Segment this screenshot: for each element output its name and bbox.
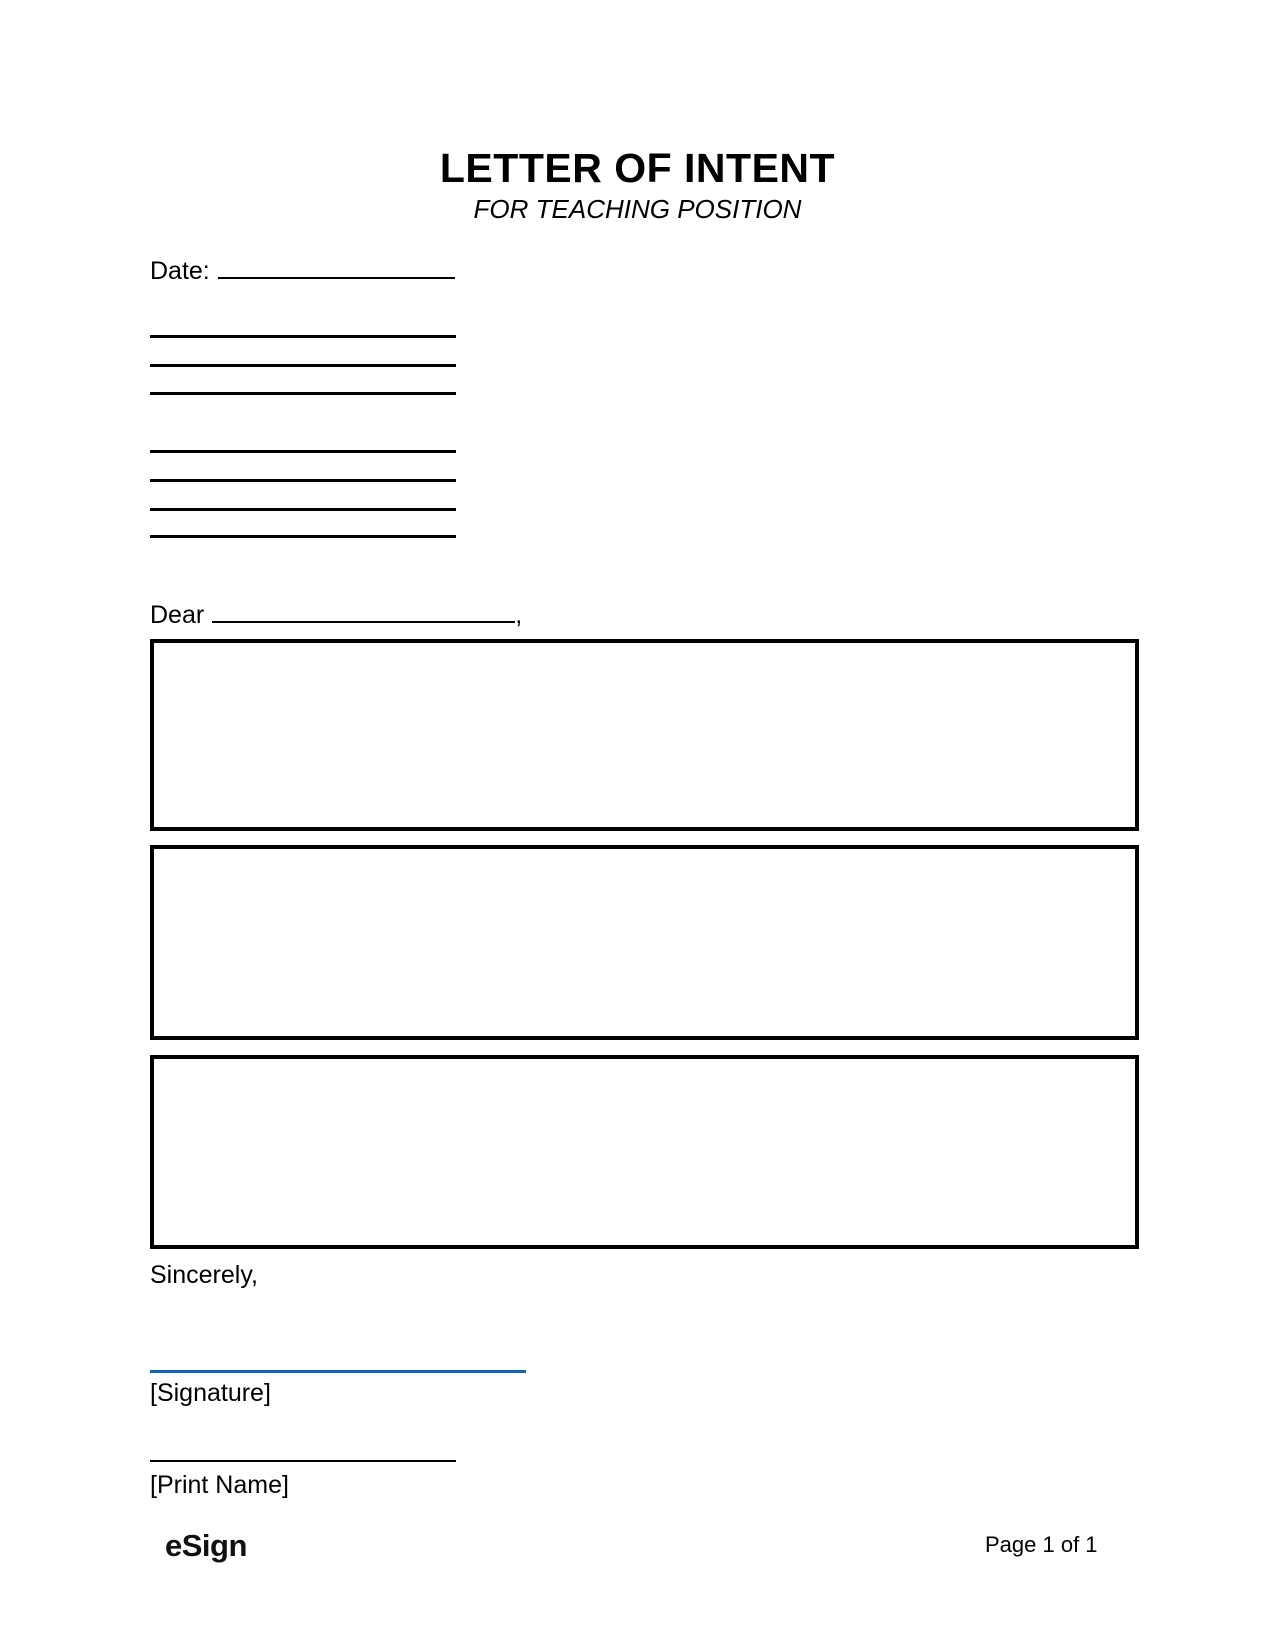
letter-body-box-2[interactable] [150,845,1139,1040]
date-label: Date: [150,257,210,285]
salutation-row [150,600,522,628]
address-blank-field[interactable] [150,450,456,453]
esign-logo: eSign [165,1528,247,1563]
date-blank-field[interactable] [218,256,455,279]
address-blank-field[interactable] [150,364,456,367]
letter-body-box-3[interactable] [150,1055,1139,1249]
signature-line[interactable] [150,1370,526,1373]
print-name-placeholder: [Print Name] [150,1471,289,1499]
address-blank-field[interactable] [150,479,456,482]
address-blank-field[interactable] [150,335,456,338]
signature-placeholder: [Signature] [150,1379,271,1407]
print-name-line[interactable] [150,1460,456,1462]
letter-body-box-1[interactable] [150,639,1139,831]
address-blank-field[interactable] [150,535,456,538]
salutation-blank-field[interactable] [212,600,515,623]
address-blank-field[interactable] [150,508,456,511]
page-indicator: Page 1 of 1 [985,1532,1098,1557]
salutation-comma: , [515,601,523,629]
date-row [150,256,455,284]
closing-label: Sincerely, [150,1261,258,1289]
page-title: LETTER OF INTENT [439,145,836,191]
address-blank-field[interactable] [150,392,456,395]
salutation-label: Dear [150,601,205,629]
page-subtitle: FOR TEACHING POSITION [473,194,802,224]
